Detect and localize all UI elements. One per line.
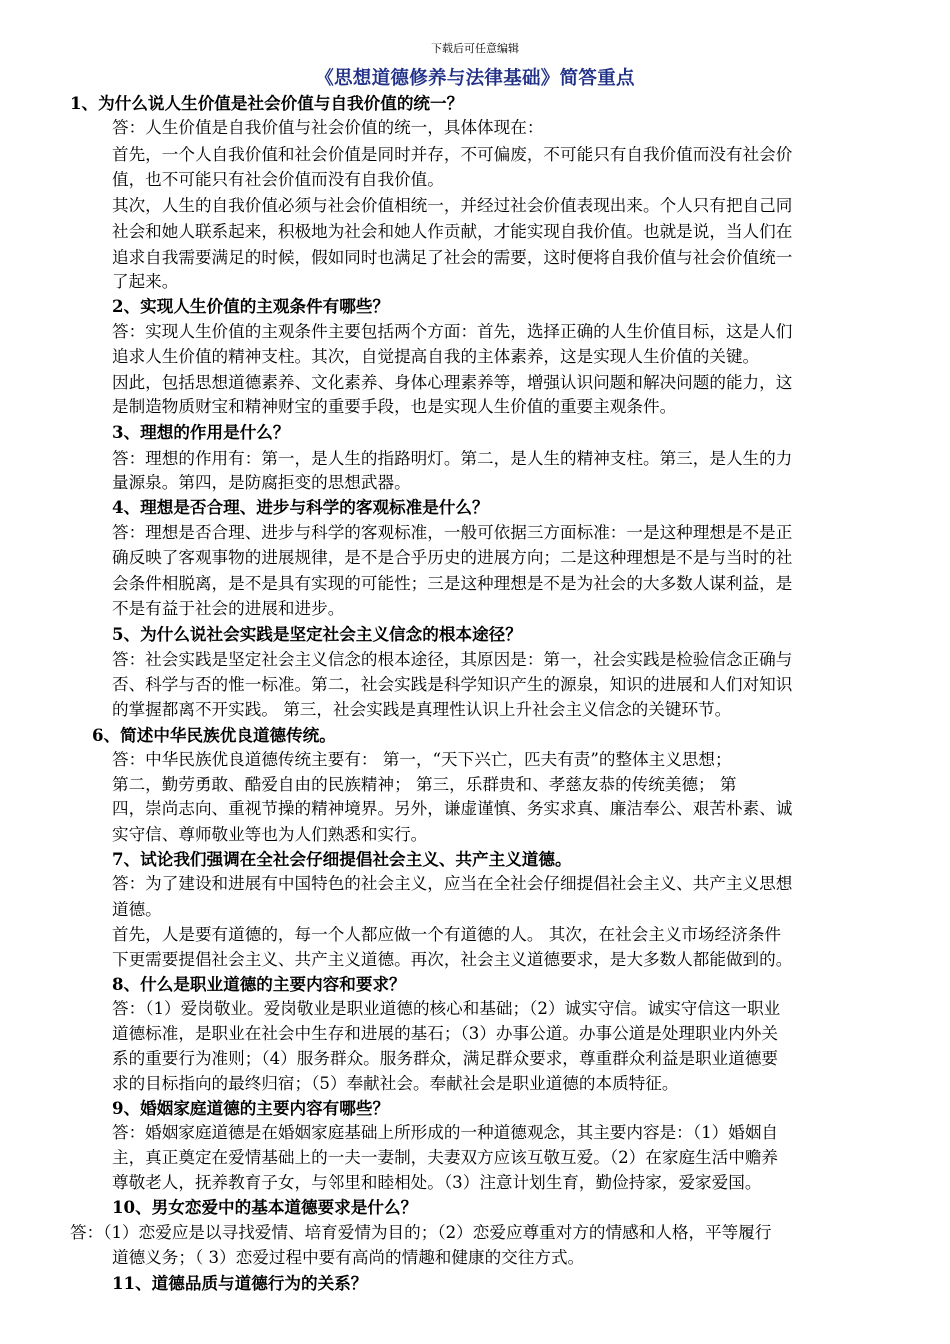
- document-title: 《思想道德修养与法律基础》简答重点: [315, 68, 635, 89]
- body-text-line: 的掌握都离不开实践。 第三，社会实践是真理性认识上升社会主义信念的关键环节。: [112, 700, 732, 719]
- body-text-line: 社会和她人联系起来，积极地为社会和她人作贡献，才能实现自我价值。也就是说，当人们在: [112, 222, 793, 241]
- question-heading: 6、简述中华民族优良道德传统。: [92, 725, 336, 745]
- body-text-line: 道德。: [112, 900, 162, 919]
- body-text-line: 追求人生价值的精神支柱。其次，自觉提高自我的主体素养，这是实现人生价值的关键。: [112, 347, 760, 366]
- body-text-line: 答：社会实践是坚定社会主义信念的根本途径，其原因是：第一，社会实践是检验信念正确与: [112, 650, 793, 669]
- question-heading: 11、道德品质与道德行为的关系？: [112, 1273, 368, 1293]
- body-text-line: 会条件相脱离，是不是具有实现的可能性；三是这种理想是不是为社会的大多数人谋利益，是: [112, 574, 793, 593]
- question-heading: 10、男女恋爱中的基本道德要求是什么？: [112, 1197, 418, 1217]
- question-heading: 9、婚姻家庭道德的主要内容有哪些？: [112, 1098, 390, 1118]
- body-text-line: 答：实现人生价值的主观条件主要包括两个方面：首先，选择正确的人生价值目标，这是人们: [112, 322, 793, 341]
- body-text-line: 值，也不可能只有社会价值而没有自我价值。: [112, 170, 444, 189]
- body-text-line: 是制造物质财宝和精神财宝的重要手段，也是实现人生价值的重要主观条件。: [112, 397, 677, 416]
- body-text-line: 量源泉。第四，是防腐拒变的思想武器。: [112, 473, 411, 492]
- body-text-line: 答：中华民族优良道德传统主要有： 第一，“天下兴亡，匹夫有责”的整体主义思想；: [112, 750, 732, 769]
- body-text-line: 尊敬老人，抚养教育子女，与邻里和睦相处。（3）注意计划生育，勤俭持家，爱家爱国。: [112, 1173, 762, 1192]
- body-text-line: 主，真正奠定在爱情基础上的一夫一妻制，夫妻双方应该互敬互爱。（2）在家庭生活中赡养: [112, 1148, 779, 1167]
- body-text-line: 道德标准，是职业在社会中生存和进展的基石；（3）办事公道。办事公道是处理职业内外关: [112, 1024, 779, 1043]
- question-heading: 8、什么是职业道德的主要内容和要求？: [112, 974, 406, 994]
- body-text-line: 求的目标指向的最终归宿；（5）奉献社会。奉献社会是职业道德的本质特征。: [112, 1074, 679, 1093]
- body-text-line: 答：理想的作用有：第一，是人生的指路明灯。第二，是人生的精神支柱。第三，是人生的力: [112, 449, 793, 468]
- body-text-line: 答：（1）爱岗敬业。爱岗敬业是职业道德的核心和基础；（2）诚实守信。诚实守信这一职业: [112, 999, 781, 1018]
- body-text-line: 首先，人是要有道德的，每一个人都应做一个有道德的人。 其次，在社会主义市场经济条件: [112, 925, 782, 944]
- body-text-line: 答：人生价值是自我价值与社会价值的统一，具体体现在：: [112, 118, 544, 137]
- question-heading: 2、实现人生价值的主观条件有哪些？: [112, 296, 390, 316]
- body-text-line: 答：为了建设和进展有中国特色的社会主义，应当在全社会仔细提倡社会主义、共产主义思想: [112, 874, 793, 893]
- body-text-line: 答：理想是否合理、进步与科学的客观标准，一般可依据三方面标准：一是这种理想是不是正: [112, 523, 793, 542]
- body-text-line: 系的重要行为准则；（4）服务群众。服务群众，满足群众要求，尊重群众利益是职业道德要: [112, 1049, 779, 1068]
- question-heading: 7、试论我们强调在全社会仔细提倡社会主义、共产主义道德。: [112, 849, 572, 869]
- body-text-line: 其次，人生的自我价值必须与社会价值相统一，并经过社会价值表现出来。个人只有把自己同: [112, 196, 793, 215]
- body-text-line: 追求自我需要满足的时候，假如同时也满足了社会的需要，这时便将自我价值与社会价值统一: [112, 248, 793, 267]
- body-text-line: 因此，包括思想道德素养、文化素养、身体心理素养等，增强认识问题和解决问题的能力，这: [112, 373, 793, 392]
- question-heading: 4、理想是否合理、进步与科学的客观标准是什么？: [112, 497, 489, 517]
- body-text-line: 答：婚姻家庭道德是在婚姻家庭基础上所形成的一种道德观念，其主要内容是：（1）婚姻自: [112, 1123, 779, 1142]
- body-text-line: 道德义务；（ 3）恋爱过程中要有高尚的情趣和健康的交往方式。: [112, 1248, 585, 1267]
- body-text-line: 不是有益于社会的进展和进步。: [112, 599, 345, 618]
- body-text-line: 首先，一个人自我价值和社会价值是同时并存，不可偏废，不可能只有自我价值而没有社会价: [112, 145, 793, 164]
- body-text-line: 否、科学与否的惟一标准。第二，社会实践是科学知识产生的源泉，知识的进展和人们对知识: [112, 675, 793, 694]
- body-text-line: 下更需要提倡社会主义、共产主义道德。再次，社会主义道德要求，是大多数人都能做到的。: [112, 950, 793, 969]
- question-heading: 1、为什么说人生价值是社会价值与自我价值的统一？: [70, 93, 464, 113]
- body-text-line: 四，崇尚志向、重视节操的精神境界。另外，谦虚谨慎、务实求真、廉洁奉公、艰苦朴素、诚: [112, 799, 793, 818]
- body-text-line: 了起来。: [112, 272, 179, 291]
- body-text-line: 实守信、尊师敬业等也为人们熟悉和实行。: [112, 825, 428, 844]
- body-text-line: 确反映了客观事物的进展规律，是不是合乎历史的进展方向；二是这种理想是不是与当时的社: [112, 548, 793, 567]
- body-text-line: 答：（1）恋爱应是以寻找爱情、培育爱情为目的；（2）恋爱应尊重对方的情感和人格，平等履行: [70, 1223, 772, 1242]
- question-heading: 5、为什么说社会实践是坚定社会主义信念的根本途径？: [112, 624, 522, 644]
- body-text-line: 第二，勤劳勇敢、酷爱自由的民族精神； 第三，乐群贵和、孝慈友恭的传统美德； 第: [112, 775, 737, 794]
- page-header: 下载后可任意编辑: [431, 42, 519, 55]
- question-heading: 3、理想的作用是什么？: [112, 422, 290, 442]
